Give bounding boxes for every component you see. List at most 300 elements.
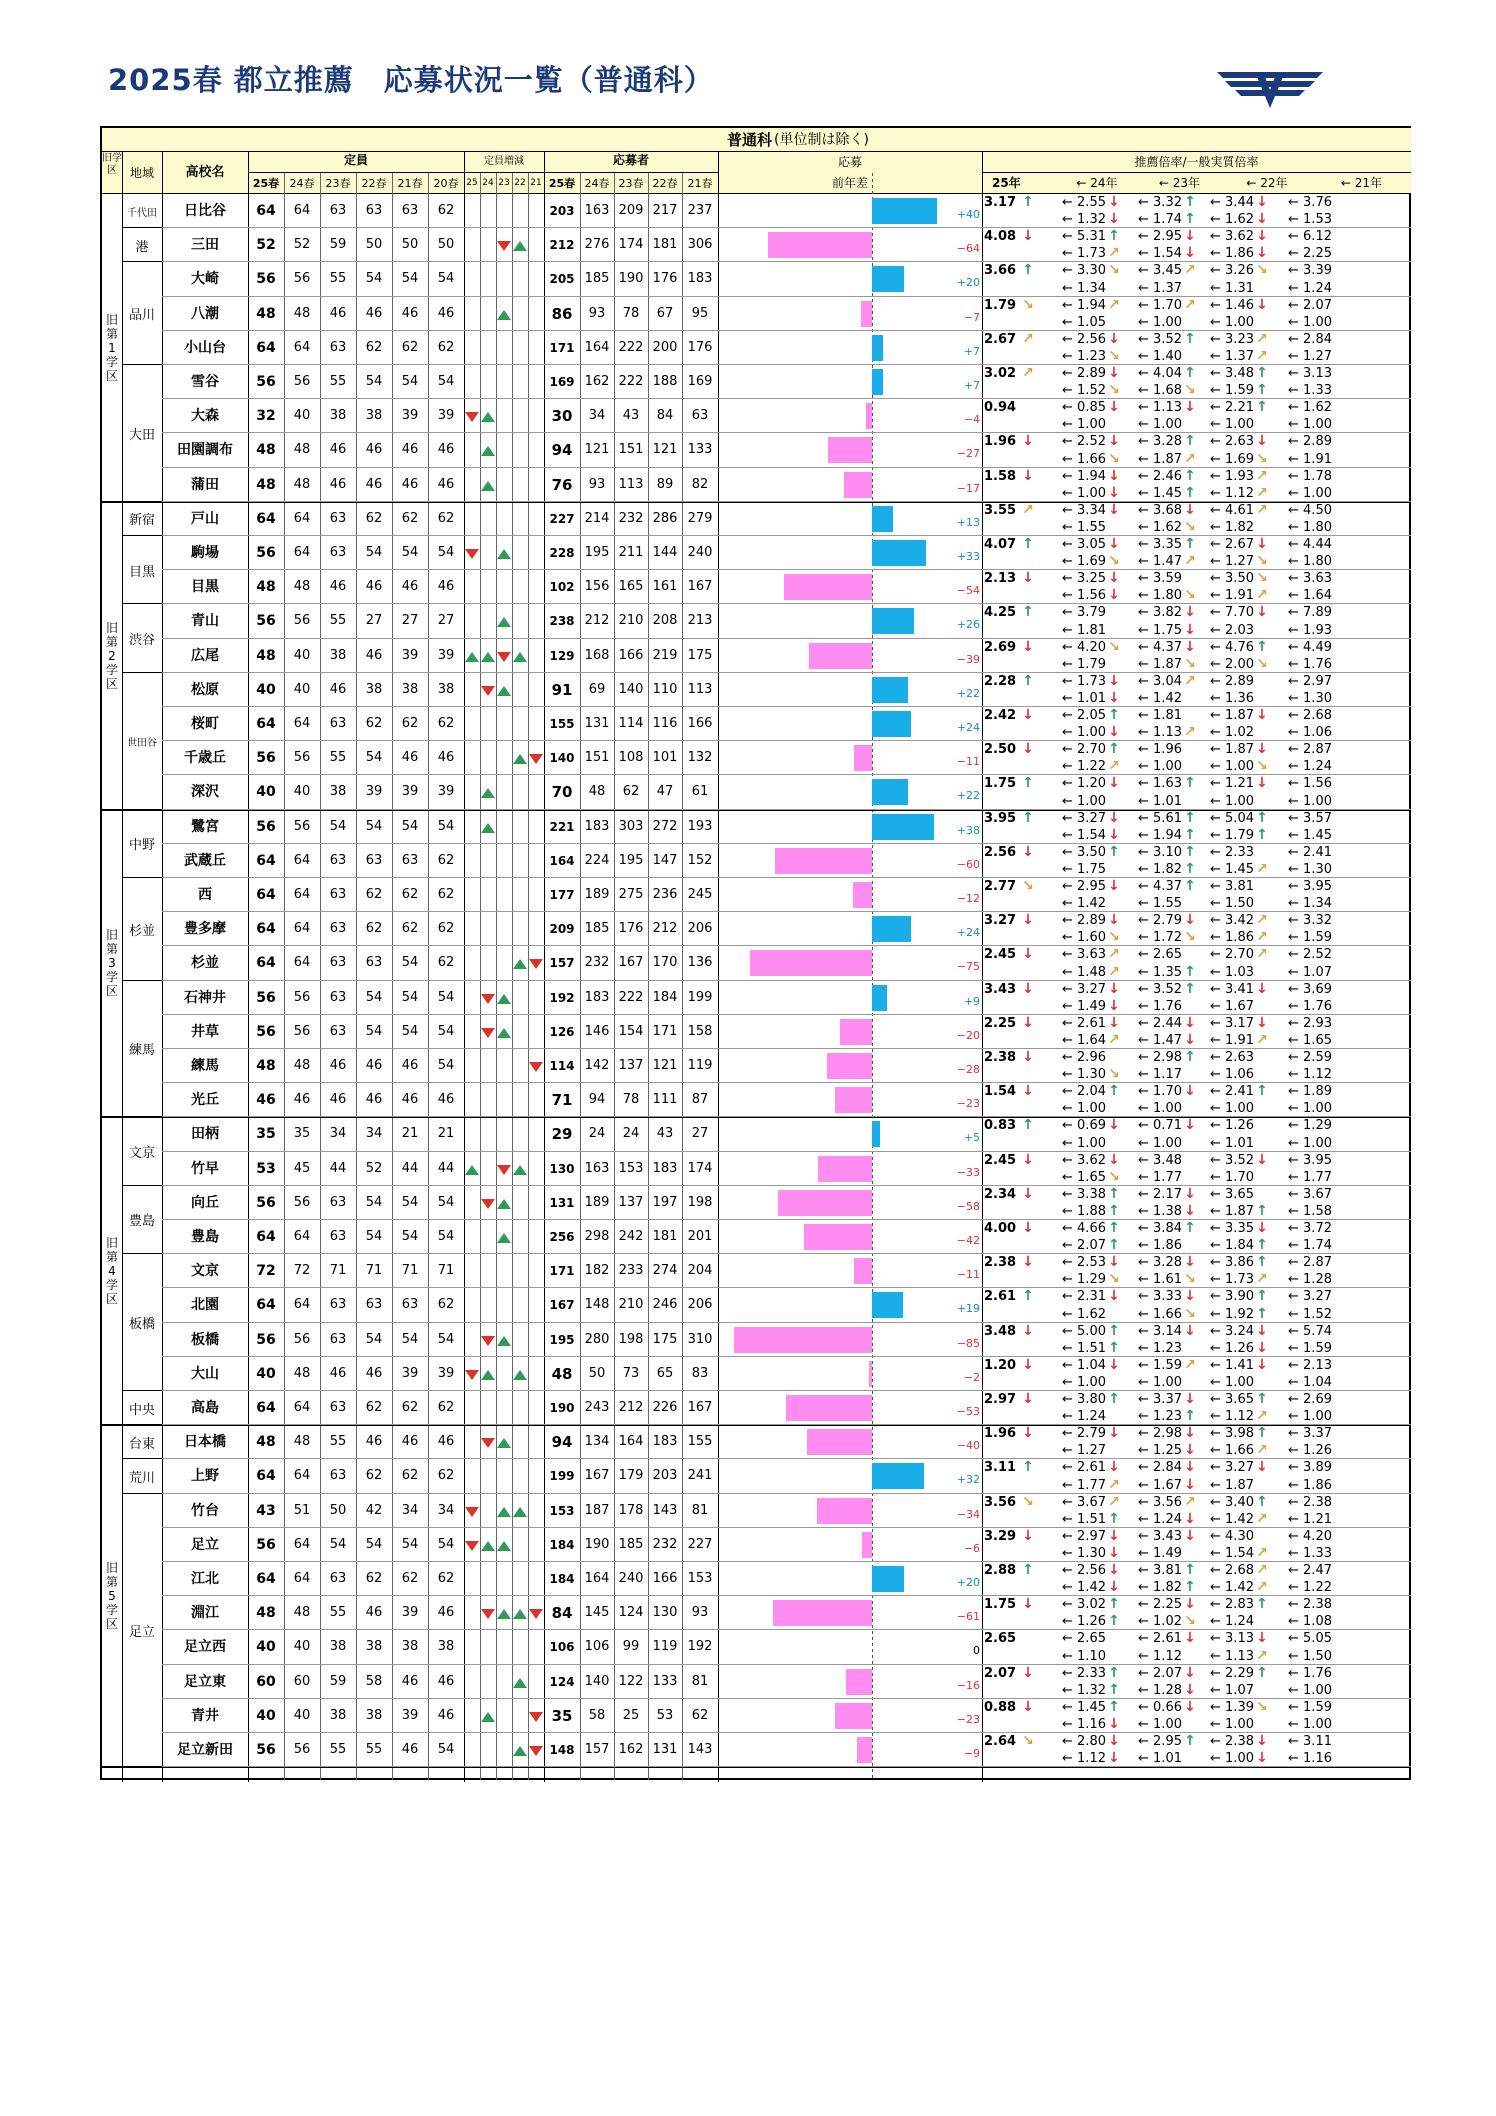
region-label: 中央 [128, 1402, 155, 1418]
trend-arrow: ↓ [1184, 604, 1196, 621]
trend-arrow: ↓ [1108, 1527, 1120, 1544]
trend-arrow: ↓ [1184, 1254, 1196, 1271]
capacity-value: 54 [437, 1742, 455, 1757]
ratio-value: ← 1.00 [1210, 1101, 1254, 1117]
capacity-increase-marker [497, 549, 511, 559]
trend-arrow: ↑ [1108, 1391, 1120, 1407]
trend-arrow: ↓ [1108, 587, 1120, 604]
ratio-value: ← 3.28 [1138, 434, 1182, 450]
diff-bar-positive [872, 677, 908, 703]
diff-label: −34 [956, 1507, 980, 1521]
zero-line [872, 461, 873, 464]
applicant-value: 78 [622, 1092, 640, 1108]
ratio-value: ← 1.70 [1138, 297, 1182, 313]
applicant-value: 84 [551, 1604, 573, 1623]
ratio-value: ← 1.29 [1062, 1272, 1106, 1288]
school-name: 西 [198, 887, 212, 903]
applicant-value: 27 [691, 1126, 709, 1142]
capacity-value: 54 [365, 989, 383, 1005]
diff-bar-positive [872, 506, 893, 532]
ratio-value: ← 2.07 [1288, 297, 1332, 313]
trend-arrow: ↓ [1022, 1356, 1034, 1373]
ratio-value: ← 1.59 [1288, 1699, 1332, 1715]
applicant-year-header: 25春 [548, 177, 576, 190]
ratio-value: ← 5.05 [1288, 1631, 1332, 1647]
ratio-value: ← 1.34 [1062, 280, 1106, 296]
applicant-value: 189 [584, 1194, 610, 1210]
diff-label: +19 [956, 1302, 980, 1316]
trend-arrow: ↑ [1022, 1117, 1034, 1134]
trend-arrow: ↓ [1184, 912, 1196, 929]
trend-arrow: ↗ [1022, 330, 1034, 347]
ratio-value: ← 2.05 [1062, 708, 1106, 723]
applicant-value: 169 [687, 374, 713, 389]
trend-arrow: ↗ [1108, 245, 1120, 262]
ratio-value: ← 2.69 [1288, 1392, 1332, 1407]
trend-arrow: ↓ [1108, 878, 1120, 894]
ratio-value: ← 1.69 [1210, 451, 1254, 467]
school-name: 雪谷 [191, 374, 219, 390]
applicant-value: 82 [691, 476, 709, 492]
ratio-value: ← 1.04 [1288, 1374, 1332, 1390]
trend-arrow: ↑ [1184, 878, 1196, 894]
capacity-value: 64 [256, 921, 276, 938]
trend-arrow: ↓ [1184, 1031, 1196, 1048]
zero-line [872, 1259, 873, 1262]
ratio-value: ← 1.41 [1210, 1357, 1254, 1373]
trend-arrow: ↗ [1256, 860, 1268, 877]
applicant-value: 232 [584, 955, 610, 971]
zero-line [872, 401, 873, 404]
header-capacity-change: 定員増減 [484, 156, 524, 167]
zero-line [872, 1247, 873, 1250]
trend-arrow: ↑ [1256, 1596, 1268, 1613]
ratio-value: ← 2.13 [1288, 1357, 1332, 1373]
trend-arrow: ↗ [1184, 553, 1196, 570]
ratio-value: ← 1.30 [1062, 1067, 1106, 1083]
header-diff-1: 応募 [837, 155, 862, 169]
applicant-value: 153 [549, 1503, 575, 1518]
capacity-value: 50 [329, 1502, 347, 1518]
ratio-value: ← 2.25 [1138, 1597, 1182, 1613]
capacity-decrease-marker [529, 1712, 543, 1722]
trend-arrow: ↓ [1256, 211, 1268, 228]
diff-label: +33 [956, 550, 980, 563]
diff-label: +5 [963, 1131, 980, 1145]
capacity-value: 54 [437, 374, 455, 389]
capacity-year-header: 20春 [433, 177, 459, 190]
ratio-value: ← 3.26 [1210, 263, 1254, 279]
trend-arrow: ↓ [1022, 1185, 1034, 1202]
capacity-value: 62 [401, 716, 419, 731]
applicant-value: 241 [687, 1468, 713, 1484]
ratio-value: ← 1.27 [1210, 554, 1254, 570]
capacity-value: 38 [437, 1639, 455, 1655]
zero-line [872, 1655, 873, 1658]
applicant-value: 210 [618, 1297, 644, 1313]
trend-arrow: ↓ [1108, 1459, 1120, 1476]
trend-arrow: ↓ [1256, 1014, 1268, 1031]
capacity-value: 64 [293, 1400, 311, 1415]
ratio-value: ← 7.89 [1288, 605, 1332, 621]
ratio-value: ← 1.08 [1288, 1614, 1332, 1630]
applicant-value: 183 [687, 271, 713, 287]
ratio-value: ← 3.84 [1138, 1221, 1182, 1236]
zero-line [872, 1667, 873, 1670]
zero-line [872, 1373, 873, 1376]
diff-bar-positive [872, 1292, 903, 1318]
capacity-value: 54 [365, 1229, 383, 1244]
zero-line [872, 869, 873, 872]
applicant-value: 140 [549, 751, 575, 766]
applicant-value: 164 [549, 853, 575, 868]
trend-arrow: ↓ [1022, 980, 1034, 997]
capacity-value: 63 [329, 1297, 347, 1313]
zero-line [872, 1751, 873, 1754]
zero-line [872, 1733, 873, 1736]
capacity-value: 46 [256, 1092, 276, 1109]
capacity-value: 56 [293, 1023, 311, 1039]
diff-bar-positive [872, 608, 914, 634]
zero-line [872, 1025, 873, 1028]
ratio-value: ← 1.62 [1288, 400, 1332, 416]
ratio-value: ← 3.37 [1288, 1426, 1332, 1442]
diff-bar-negative [869, 1361, 872, 1387]
trend-arrow: ↗ [1256, 467, 1268, 484]
ratio-value: ← 0.69 [1062, 1118, 1106, 1134]
capacity-value: 63 [329, 1194, 347, 1210]
trend-arrow: ↗ [1256, 1031, 1268, 1048]
ratio-value: ← 1.56 [1062, 588, 1106, 604]
applicant-value: 106 [549, 1640, 575, 1655]
zero-line [872, 1061, 873, 1064]
ratio-value: ← 3.27 [1062, 981, 1106, 997]
applicant-value: 136 [687, 955, 713, 971]
applicant-value: 34 [588, 408, 606, 424]
capacity-value: 62 [437, 1297, 455, 1313]
ratio-value: ← 4.50 [1288, 502, 1332, 518]
zero-line [872, 1193, 873, 1196]
zero-line [872, 1073, 873, 1076]
zero-line [872, 887, 873, 890]
applicant-value: 178 [618, 1502, 644, 1518]
zero-line [872, 1769, 873, 1772]
capacity-value: 54 [365, 750, 383, 766]
ratio-value: ← 1.24 [1062, 1409, 1106, 1425]
ratio-value: 3.11 [984, 1460, 1017, 1476]
capacity-value: 40 [256, 681, 276, 698]
trend-arrow: ↓ [1184, 1698, 1196, 1715]
trend-arrow: ↓ [1108, 1117, 1120, 1134]
ratio-value: ← 1.45 [1138, 485, 1182, 501]
capacity-value: 45 [293, 1160, 311, 1176]
capacity-value: 38 [365, 408, 383, 424]
applicant-value: 47 [656, 784, 674, 800]
zero-line [872, 311, 873, 314]
ratio-value: 2.45 [984, 947, 1017, 963]
capacity-value: 56 [256, 1194, 276, 1211]
applicant-value: 169 [549, 375, 575, 389]
zero-line [872, 1097, 873, 1100]
capacity-value: 54 [365, 374, 383, 389]
diff-label: +20 [956, 1576, 980, 1589]
applicant-value: 87 [691, 1092, 709, 1108]
ratio-value: ← 3.52 [1210, 1152, 1254, 1168]
school-name: 日比谷 [184, 203, 226, 219]
applicant-value: 126 [549, 1024, 575, 1039]
ratio-value: 2.07 [984, 1665, 1017, 1681]
capacity-value: 54 [365, 818, 383, 834]
capacity-value: 62 [401, 1400, 419, 1415]
ratio-value: ← 1.00 [1138, 314, 1182, 330]
zero-line [872, 1517, 873, 1520]
trend-arrow: ↑ [1256, 1237, 1268, 1254]
zero-line [872, 1535, 873, 1538]
capacity-value: 62 [437, 203, 455, 218]
ratio-value: ← 1.93 [1288, 622, 1332, 638]
applicant-value: 129 [549, 648, 575, 663]
applicant-value: 137 [618, 1194, 644, 1210]
trend-arrow: ↑ [1108, 1681, 1120, 1698]
trend-arrow: ↑ [1256, 399, 1268, 416]
applicant-value: 171 [549, 1264, 575, 1279]
capacity-value: 63 [329, 203, 347, 218]
capacity-value: 42 [365, 1502, 383, 1518]
applicant-value: 78 [622, 305, 640, 321]
ratio-value: ← 1.00 [1288, 1101, 1332, 1117]
capacity-year-header: 23春 [325, 177, 351, 190]
applicant-value: 275 [618, 887, 644, 902]
capacity-value: 63 [329, 921, 347, 937]
zero-line [872, 1181, 873, 1184]
applicant-value: 124 [618, 1605, 644, 1621]
ratio-value: ← 2.59 [1288, 1050, 1332, 1065]
trend-arrow: ↓ [1108, 1425, 1120, 1442]
ratio-value: ← 1.31 [1210, 280, 1254, 296]
diff-bar-negative [853, 882, 872, 908]
ratio-value: 2.28 [984, 673, 1017, 689]
applicant-value: 76 [551, 475, 573, 494]
ratio-value: ← 2.61 [1062, 1015, 1106, 1031]
capacity-value: 62 [401, 921, 419, 937]
zero-line [872, 179, 873, 182]
applicant-value: 217 [652, 203, 678, 218]
diff-label: +32 [956, 1473, 980, 1487]
zero-line [872, 1379, 873, 1382]
zero-line [872, 1175, 873, 1178]
ratio-value: ← 1.00 [1210, 1374, 1254, 1390]
diff-bar-negative [861, 301, 872, 327]
zero-line [872, 1187, 873, 1190]
zero-line [872, 953, 873, 956]
ratio-year-header: ← 21年 [1340, 176, 1383, 190]
trend-arrow: ↓ [1108, 1750, 1120, 1767]
ratio-value: ← 3.86 [1210, 1255, 1254, 1271]
zero-line [872, 1439, 873, 1442]
diff-label: −11 [956, 755, 980, 769]
ratio-value: ← 1.73 [1062, 246, 1106, 262]
applicant-value: 132 [687, 750, 713, 766]
trend-arrow: ↑ [1184, 1220, 1196, 1236]
trend-arrow: ↓ [1184, 1117, 1196, 1134]
zero-line [872, 1745, 873, 1748]
ratio-value: ← 1.06 [1210, 1067, 1254, 1083]
capacity-value: 39 [401, 1707, 419, 1723]
capacity-value: 50 [365, 237, 383, 253]
ratio-value: ← 1.12 [1062, 1751, 1106, 1767]
ratio-value: ← 1.02 [1210, 725, 1254, 741]
capacity-value: 40 [293, 784, 311, 800]
ratio-value: ← 1.70 [1138, 1084, 1182, 1100]
capacity-value: 48 [256, 476, 276, 493]
diff-bar-negative [866, 403, 872, 429]
ratio-value: ← 1.34 [1288, 896, 1332, 912]
zero-line [872, 1415, 873, 1418]
applicant-value: 222 [618, 339, 644, 355]
applicant-value: 182 [584, 1263, 610, 1279]
diff-bar-positive [872, 335, 883, 361]
ratio-value: ← 1.91 [1210, 1032, 1254, 1048]
capacity-value: 54 [401, 955, 419, 971]
trend-arrow: ↓ [1184, 1630, 1196, 1647]
applicant-value: 154 [618, 1023, 644, 1039]
ratio-value: ← 1.00 [1288, 1682, 1332, 1698]
capacity-increase-marker [513, 241, 527, 251]
applicant-value: 143 [652, 1502, 678, 1518]
ratio-value: ← 2.33 [1210, 844, 1254, 860]
change-year-header: 24 [482, 178, 494, 188]
zero-line [872, 1649, 873, 1652]
ratio-value: ← 1.66 [1210, 1443, 1254, 1459]
ratio-value: ← 1.82 [1138, 861, 1182, 877]
zero-line [872, 1397, 873, 1400]
grid-line [982, 172, 1411, 173]
applicant-value: 224 [584, 852, 610, 868]
applicant-value: 222 [618, 989, 644, 1005]
trend-arrow: ↓ [1256, 194, 1268, 210]
ratio-value: ← 1.07 [1210, 1682, 1254, 1698]
zero-line [872, 1451, 873, 1454]
applicant-value: 183 [584, 818, 610, 834]
capacity-value: 56 [256, 818, 276, 835]
trend-arrow: ↓ [1022, 1083, 1034, 1100]
applicant-year-header: 22春 [652, 177, 678, 190]
capacity-value: 46 [365, 579, 383, 595]
applicant-value: 81 [691, 1673, 709, 1689]
ratio-value: ← 1.00 [1210, 1716, 1254, 1732]
district-label: 旧第3学区 [105, 928, 118, 999]
ratio-value: ← 1.24 [1288, 280, 1332, 296]
capacity-increase-marker [497, 994, 511, 1004]
trend-arrow: ↗ [1022, 501, 1034, 518]
capacity-value: 62 [365, 1400, 383, 1415]
ratio-value: ← 1.77 [1138, 1169, 1182, 1185]
zero-line [872, 665, 873, 668]
zero-line [872, 443, 873, 446]
school-name: 蒲田 [191, 476, 219, 493]
trend-arrow: ↗ [1256, 587, 1268, 604]
applicant-value: 190 [584, 1536, 610, 1552]
application-status-table [100, 126, 1411, 1780]
ratio-value: ← 1.00 [1062, 485, 1106, 501]
ratio-value: ← 1.24 [1210, 1614, 1254, 1630]
ratio-value: ← 1.79 [1062, 656, 1106, 672]
applicant-value: 29 [551, 1125, 573, 1144]
ratio-value: ← 1.59 [1288, 1340, 1332, 1356]
capacity-value: 62 [437, 887, 455, 902]
capacity-value: 64 [293, 1571, 311, 1586]
ratio-value: 3.56 [984, 1494, 1017, 1510]
ratio-value: ← 3.10 [1138, 844, 1182, 860]
capacity-value: 38 [365, 1639, 383, 1655]
capacity-value: 64 [293, 921, 311, 937]
school-name: 広尾 [191, 647, 219, 664]
ratio-value: ← 2.68 [1288, 708, 1332, 723]
capacity-value: 62 [401, 1468, 419, 1484]
applicant-value: 184 [549, 1572, 575, 1586]
applicant-value: 179 [618, 1468, 644, 1484]
zero-line [872, 191, 873, 194]
capacity-increase-marker [481, 481, 495, 491]
trend-arrow: ↘ [1184, 587, 1196, 604]
ratio-value: ← 1.25 [1138, 1443, 1182, 1459]
ratio-value: ← 1.79 [1210, 827, 1254, 843]
trend-arrow: ↓ [1022, 467, 1034, 484]
capacity-decrease-marker [497, 1165, 511, 1175]
capacity-decrease-marker [465, 1507, 479, 1517]
zero-line [872, 1631, 873, 1634]
ratio-value: ← 3.23 [1210, 331, 1254, 347]
capacity-value: 46 [437, 1092, 455, 1108]
capacity-value: 58 [365, 1673, 383, 1689]
ratio-value: ← 1.63 [1138, 776, 1182, 792]
capacity-value: 50 [401, 237, 419, 253]
capacity-value: 39 [401, 408, 419, 424]
applicant-value: 130 [549, 1161, 575, 1176]
ratio-value: ← 1.00 [1288, 314, 1332, 330]
trend-arrow: ↘ [1108, 382, 1120, 399]
trend-arrow: ↓ [1108, 1254, 1120, 1271]
trend-arrow: ↘ [1184, 1613, 1196, 1630]
zero-line [872, 497, 873, 500]
trend-arrow: ↓ [1108, 433, 1120, 450]
ratio-value: 2.65 [984, 1631, 1017, 1647]
region-label: 千代田 [127, 207, 157, 219]
applicant-value: 226 [652, 1400, 678, 1415]
trend-arrow: ↑ [1108, 228, 1120, 245]
ratio-value: ← 3.17 [1210, 1015, 1254, 1031]
trend-arrow: ↓ [1108, 1733, 1120, 1749]
trend-arrow: ↘ [1256, 758, 1268, 775]
section-note: (単位制は除く) [774, 132, 869, 148]
applicant-value: 211 [618, 545, 644, 560]
trend-arrow: ↓ [1108, 912, 1120, 929]
zero-line [872, 1283, 873, 1286]
school-name: 井草 [191, 1023, 219, 1040]
zero-line [872, 317, 873, 320]
capacity-value: 54 [365, 545, 383, 560]
trend-arrow: ↓ [1108, 775, 1120, 792]
capacity-value: 53 [256, 1160, 276, 1177]
trend-arrow: ↓ [1184, 638, 1196, 655]
applicant-value: 113 [618, 476, 644, 492]
diff-label: +24 [956, 926, 980, 940]
capacity-increase-marker [497, 1199, 511, 1209]
applicant-value: 184 [549, 1537, 575, 1552]
zero-line [872, 1385, 873, 1388]
capacity-value: 63 [329, 510, 347, 526]
ratio-value: ← 1.42 [1062, 1580, 1106, 1596]
